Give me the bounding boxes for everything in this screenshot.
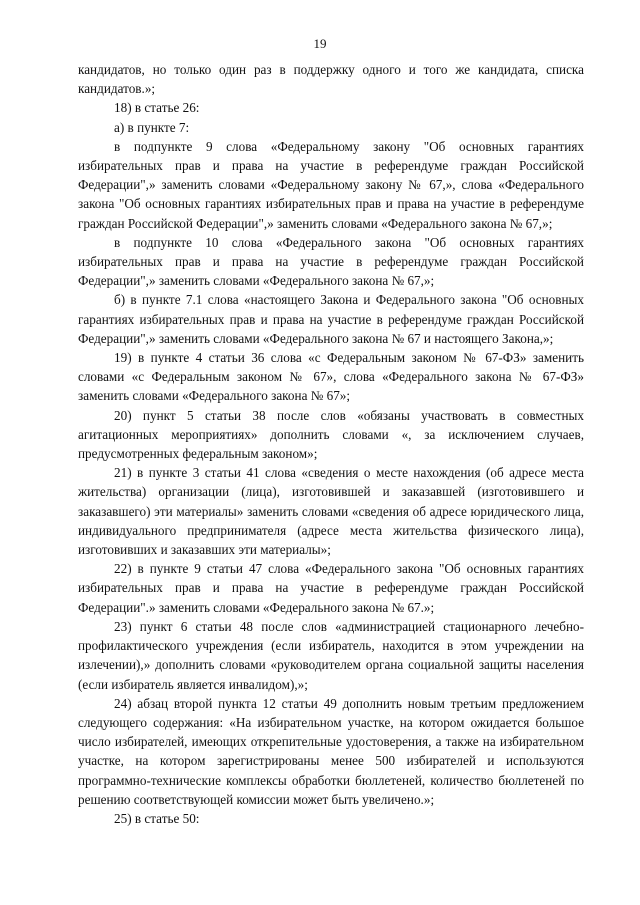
paragraph-item-23: 23) пункт 6 статьи 48 после слов «администрацией стационарного лечебно-профилактического учреждения (если избиратель, находится в этом учреждении на излечении),» дополнить словами «руководителем органа социальной защиты населения (если избиратель является инвалидом),»; (78, 618, 584, 692)
paragraph-item-22: 22) в пункте 9 статьи 47 слова «Федерального закона "Об основных гарантиях избирательных прав и права на участие в референдуме граждан Российской Федерации".» заменить словами «Федерального закона № 67.»; (78, 561, 584, 615)
paragraph-item-19: 19) в пункте 4 статьи 36 слова «с Федеральным законом № 67-ФЗ» заменить словами «с Федеральным законом № 67», слова «Федерального закона № 67-ФЗ» заменить словами «Федерального закона № 67»; (78, 350, 584, 404)
paragraph-item-18: 18) в статье 26: (114, 100, 200, 116)
paragraph-item-24: 24) абзац второй пункта 12 статьи 49 дополнить новым третьим предложением следующего содержания: «На избирательном участке, на котором ожидается большое число избирателей, имеющих открепительные удостоверения, а также на избирательном участке, на котором зарегистрированы менее 500 избирателей и используются программно-технические комплексы обработки бюллетеней, количество бюллетеней по решению соответствующей комиссии может быть увеличено.»; (78, 695, 584, 807)
paragraph-subitem-b: б) в пункте 7.1 слова «настоящего Закона и Федерального закона "Об основных гарантиях избирательных прав и права на участие в референдуме граждан Российской Федерации",» заменить словами «Федерального закона № 67 и настоящего Закона,»; (78, 292, 584, 346)
paragraph-item-21: 21) в пункте 3 статьи 41 слова «сведения о месте нахождения (об адресе места жительства) организации (лица), изготовившей и заказавшей (изготовившего и заказавшего) эти материалы» заменить словами «сведения об адресе юридического лица, индивидуального предпринимателя (адресе места жительства физического лица), изготовивших и заказавших эти материалы»; (78, 465, 584, 558)
paragraph-continuation: кандидатов, но только один раз в поддержку одного и того же кандидата, списка кандидатов.»; (78, 62, 584, 97)
paragraph-subpoint-9: в подпункте 9 слова «Федеральному закону "Об основных гарантиях избирательных прав и права на участие в референдуме граждан Российской Федерации",» заменить словами «Федеральному закону № 67,», слова «Федерального закона "Об основных гарантиях избирательных прав и права на участие в референдуме граждан Российской Федерации",» заменить словами «Федерального закона № 67,»; (78, 138, 584, 231)
page-number: 19 (313, 36, 327, 51)
paragraph-item-25: 25) в статье 50: (114, 810, 200, 826)
document-body (78, 60, 584, 828)
paragraph-subpoint-10: в подпункте 10 слова «Федерального закона "Об основных гарантиях избирательных прав и права на участие в референдуме граждан Российской Федерации",» заменить словами «Федерального закона № 67,»; (78, 234, 584, 289)
paragraph-subitem-a: а) в пункте 7: (114, 119, 190, 135)
paragraph-item-20: 20) пункт 5 статьи 38 после слов «обязаны участвовать в совместных агитационных мероприятиях» дополнить словами «, за исключением случаев, предусмотренных федеральным законом»; (78, 407, 584, 462)
